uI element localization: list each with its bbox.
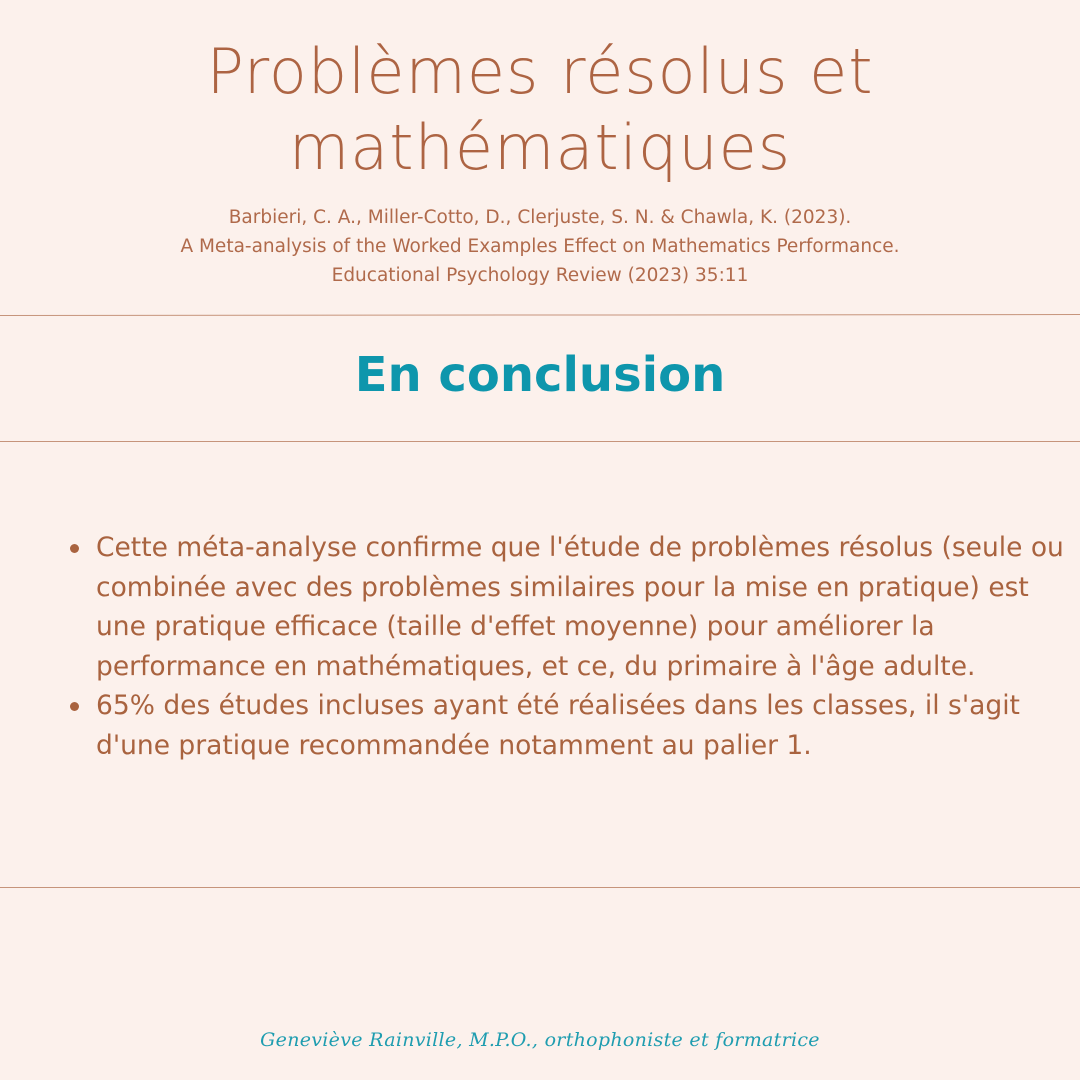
bullet-icon (70, 702, 79, 711)
section-heading: En conclusion (354, 347, 726, 403)
divider-top (0, 314, 1080, 316)
list-item-text: 65% des études incluses ayant été réalisées dans les classes, il s'agit d'une pratique recommandée notamment au palier 1. (96, 690, 1020, 761)
citation-journal: Educational Psychology Review (2023) 35:11 (331, 265, 749, 286)
citation-article-title: A Meta-analysis of the Worked Examples Effect on Mathematics Performance. (180, 236, 900, 257)
list-item (64, 686, 1064, 765)
page-title (0, 34, 1080, 186)
divider-bottom (0, 887, 1080, 888)
citation-authors: Barbieri, C. A., Miller-Cotto, D., Clerjuste, S. N. & Chawla, K. (2023). (228, 207, 852, 228)
divider-middle (0, 441, 1080, 442)
conclusion-list (64, 528, 1064, 766)
author-signature: Geneviève Rainville, M.P.O., orthophoniste et formatrice (260, 1029, 820, 1051)
list-item-text: Cette méta-analyse confirme que l'étude de problèmes résolus (seule ou combinée avec des problèmes similaires pour la mise en pratique) est une pratique efficace (taille d'effet moyenne) pour améliorer la performance en mathématiques, et ce, du primaire à l'âge adulte. (96, 532, 1064, 682)
title-line-2: mathématiques (288, 111, 792, 184)
bullet-icon (70, 544, 79, 553)
citation (0, 203, 1080, 290)
list-item (64, 528, 1064, 686)
title-line-1: Problèmes résolus et (206, 35, 874, 108)
